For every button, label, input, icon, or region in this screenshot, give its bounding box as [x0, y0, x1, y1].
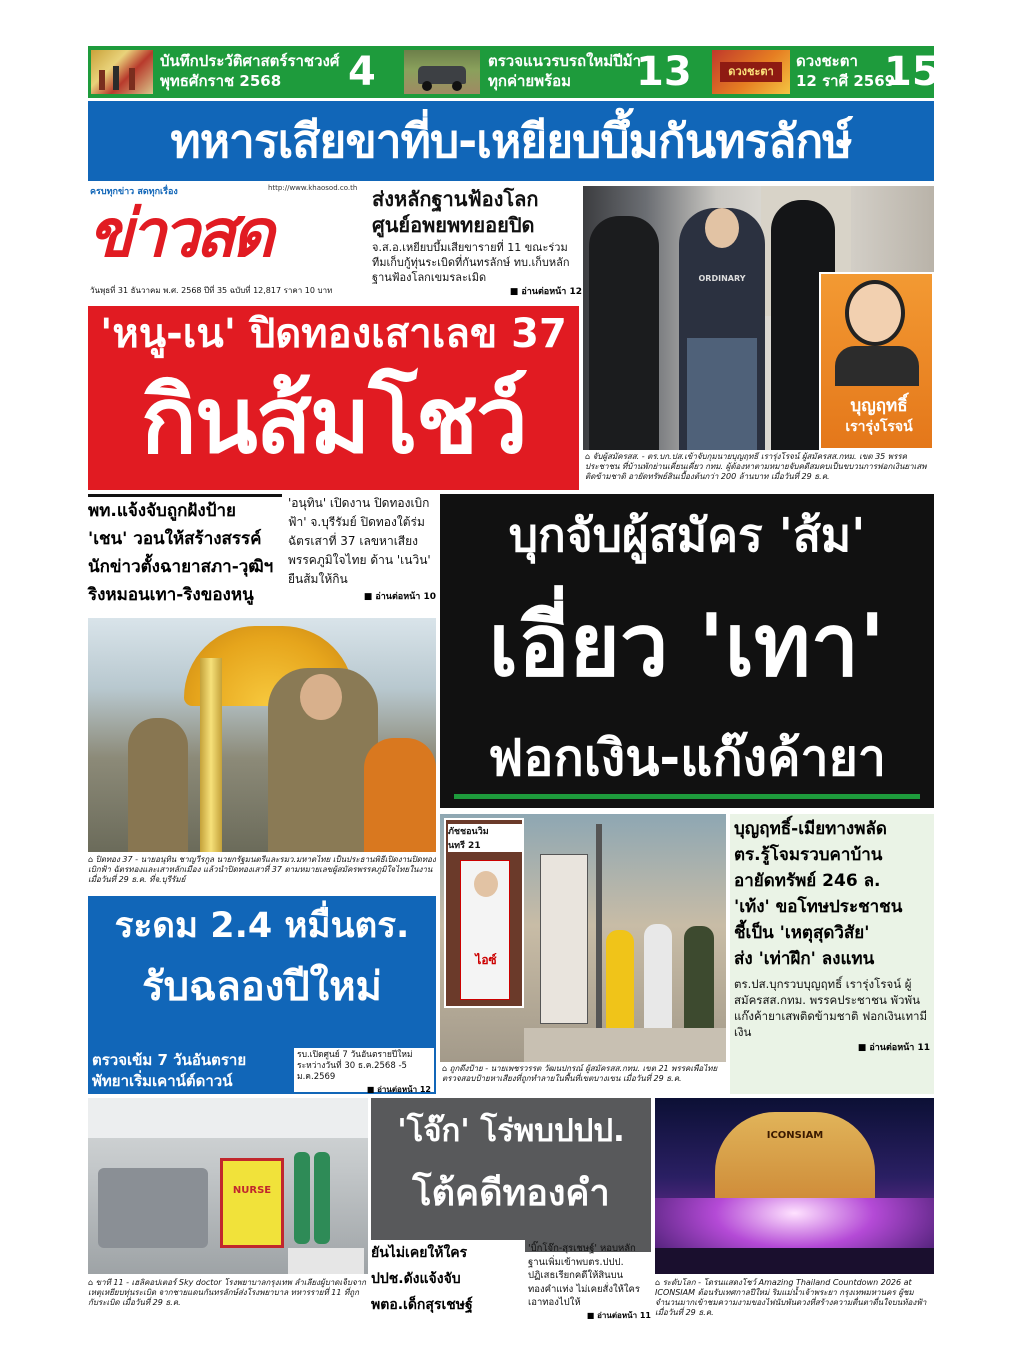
- blue-side-text: รบ.เปิดศูนย์ 7 วันอันตรายปีใหม่ ระหว่างวันที่ 30 ธ.ค.2568 -5 ม.ค.2569: [297, 1050, 413, 1082]
- masthead: [88, 184, 368, 304]
- story-boonyarit-line: ชี้เป็น 'เหตุสุดวิสัย': [734, 923, 870, 943]
- story-anutin[interactable]: [288, 494, 436, 614]
- masthead-tagline: ครบทุกข่าว สดทุกเรื่อง: [90, 187, 178, 197]
- official-main: [268, 668, 378, 852]
- official-left: [128, 718, 188, 852]
- golden-pillar: [200, 658, 222, 852]
- story-boonyarit-line: ส่ง 'เท่าฝึก' ลงแทน: [734, 949, 875, 969]
- caption-icon: ⌂: [585, 452, 593, 461]
- stretcher: [98, 1168, 208, 1248]
- banner-headline-box[interactable]: [88, 101, 934, 181]
- masthead-dateline: วันพุธที่ 31 ธันวาคม พ.ศ. 2568 ปีที่ 35 ฉบับที่ 12,817 ราคา 10 บาท: [90, 286, 333, 295]
- readmore-icon: ■: [586, 1310, 598, 1320]
- story-boonyarit-line: บุญฤทธิ์-เมียทางพลัด: [734, 819, 887, 839]
- readmore-icon: ■: [363, 592, 376, 602]
- red-headline-line2: กินส้มโชว์: [141, 367, 526, 474]
- caption-icon: ⌂: [88, 855, 96, 864]
- nurse-vest: [220, 1158, 284, 1248]
- blue-readmore[interactable]: อ่านต่อหน้า 12: [377, 1085, 431, 1094]
- black-headline-line1: บุกจับผู้สมัคร 'ส้ม': [508, 508, 866, 562]
- vest-text: NURSE: [232, 1185, 272, 1196]
- photo-countdown[interactable]: [655, 1098, 934, 1274]
- story-joke-readmore[interactable]: อ่านต่อหน้า 11: [597, 1310, 651, 1320]
- story-police-line: 'เชน' วอนให้สร้างสรรค์: [88, 529, 262, 549]
- story-joke-line4: ปปช.ดังแจ้งจับ: [371, 1271, 461, 1287]
- photo-arrest[interactable]: [583, 186, 934, 450]
- inset-poster-name: ไอซ์: [475, 953, 497, 967]
- story-evidence[interactable]: [372, 186, 582, 304]
- masthead-website[interactable]: http://www.khaosod.co.th: [268, 184, 358, 192]
- blue-headline-line1: ระดม 2.4 หมื่นตร.: [114, 906, 410, 946]
- story-joke-line1: 'โจ๊ก' โร่พบปปป.: [397, 1113, 625, 1149]
- teaser-1-page[interactable]: 4: [348, 49, 376, 95]
- mall-sign: ICONSIAM: [766, 1130, 824, 1141]
- story-joke-body: 'บิ๊กโจ๊ก-สุรเชษฐ์' หอบหลักฐานเพิ่มเข้าพบตร.ปปป. ปฏิเสธเรียกคดีให้สินบนทองคำแท่ง ไม่เคยสั่งให้ใครเอาทองไปให้: [528, 1243, 640, 1308]
- teaser-thumb-text: ดวงชะตา: [720, 62, 782, 82]
- story-evidence-body: จ.ส.อ.เหยียบบึ้มเสียขารายที่ 11 ขณะร่วมทีมเก็บกู้ทุ่นระเบิดที่กันทรลักษ์ ทบ.เก็บหลักฐานฟ้องโลกเขมรละเมิด: [372, 241, 570, 284]
- story-boonyarit-line: ตร.รู้โจมรวบคาบ้าน: [734, 845, 883, 865]
- story-joke-subhead: [371, 1240, 525, 1318]
- story-anutin-body: 'อนุทิน' เปิดงาน ปิดทองเบิกฟ้า' จ.บุรีรัมย์ ปิดทองใต้ร่มฉัตรเสาที่ 37 เลขหาเสียงพรรคภูมิใจไทย ด้าน 'เนวิน' ยืนส้มให้กิน: [288, 496, 431, 586]
- story-joke-line5: พตอ.เด็กสุรเชษฐ์: [371, 1297, 473, 1313]
- story-police[interactable]: [88, 494, 282, 614]
- teaser-3-line2: 12 ราศี 2569: [796, 72, 896, 90]
- story-joke-line3: ยันไม่เคยให้ใคร: [371, 1245, 468, 1261]
- teaser-3-line1: ดวงชะตา: [796, 52, 858, 70]
- teaser-2-line1: ตรวจแนวรบรถใหม่ปีม้า: [488, 52, 642, 70]
- black-headline-box[interactable]: [440, 494, 934, 808]
- story-police-line: นักข่าวตั้งฉายาสภา-วุฒิฯ: [88, 557, 274, 577]
- teaser-thumb-ceremony[interactable]: [91, 50, 153, 94]
- red-headline-line1: 'หนู-เน' ปิดทองเสาเลข 37: [100, 311, 567, 357]
- banner-headline: ทหารเสียขาที่บ-เหยียบบึ้มกันทรลักษ์: [170, 114, 852, 168]
- caption-icon: ⌂: [442, 1064, 450, 1073]
- monks: [364, 738, 436, 852]
- blue-headline-line2: รับฉลองปีใหม่: [142, 964, 382, 1010]
- readmore-icon: ■: [366, 1085, 378, 1094]
- story-boonyarit-readmore[interactable]: อ่านต่อหน้า 11: [869, 1043, 930, 1053]
- photo-ambulance-caption: ⌂ ขาที่ 11 - เฮลิคอปเตอร์ Sky doctor โรงพยาบาลกรุงเทพ ลำเลียงผู้บาดเจ็บจากเหตุเหยียบทุ่นระเบิด จากชายแดนกันทรลักษ์ส่งโรงพยาบาล ทหารรายที่ 11 ที่ถูกกับระเบิด เมื่อวันที่ 29 ธ.ค.: [88, 1278, 367, 1307]
- officer-left: [589, 216, 659, 450]
- photo-arrest-caption: ⌂ จับผู้สมัครสส. - ตร.บก.ปส.เข้าจับกุมนายบุญฤทธิ์ เรารุ่งโรจน์ ผู้สมัครสส.กทม. เขต 35 พรรคประชาชน ที่บ้านพักย่านเคี่ยนเคี่ยว กทม. ผู้ต้องหาตามหมายจับคดีสมคบเป็นขบวนการฟอกเงินยาเสพติดข้ามชาติ อายัดทรัพย์สินเบื้องต้นกว่า 200 ล้านบาท เมื่อวันที่ 29 ธ.ค.: [585, 452, 927, 481]
- blue-headline-line3: ตรวจเข้ม 7 วันอันตราย: [92, 1051, 247, 1069]
- oxygen-tanks: [294, 1152, 310, 1244]
- photo-temple-caption: ⌂ ปิดทอง 37 - นายอนุทิน ชาญวีรกูล นายกรัฐมนตรีและรมว.มหาดไทย เป็นประธานพิธีเปิดงานปิดทองเบิกฟ้า ฉัตรทองและเสาหลักเมือง แล้วนำปิดทองเสาที่ 37 ตามหมายเลขผู้สมัครพรรคภูมิใจไทยในงาน เมื่อวันที่ 29 ธ.ค. ที่จ.บุรีรัมย์: [88, 855, 436, 884]
- shirt-text: ORDINARY: [698, 274, 746, 283]
- story-joke-body-box: [528, 1242, 651, 1318]
- teaser-thumb-car[interactable]: [404, 50, 480, 94]
- teaser-strip: [88, 46, 940, 98]
- caption-icon: ⌂: [88, 1278, 96, 1287]
- story-police-line: ริงหมอนเทา-ริงของหนู: [88, 585, 254, 605]
- green-underline: [454, 794, 920, 799]
- story-evidence-readmore[interactable]: อ่านต่อหน้า 12: [521, 287, 582, 297]
- photo-temple[interactable]: [88, 618, 436, 852]
- story-joke-line2: โต้คดีทองคำ: [412, 1173, 610, 1214]
- teaser-3-page[interactable]: 15: [884, 49, 940, 95]
- blue-side-box: [294, 1048, 434, 1092]
- masthead-logo[interactable]: ข่าวสด: [88, 195, 271, 272]
- story-boonyarit-line: อายัดทรัพย์ 246 ล.: [734, 871, 881, 891]
- suspect: [679, 208, 765, 450]
- teaser-2-line2: ทุกค่ายพร้อม: [488, 72, 572, 90]
- readmore-icon: ■: [509, 287, 522, 297]
- blue-headline-line4: พัทยาเริ่มเคาน์ต์ดาวน์: [92, 1072, 233, 1090]
- caption-icon: ⌂: [655, 1278, 663, 1287]
- story-boonyarit-line: 'เท้ง' ขอโทษประชาชน: [734, 897, 903, 917]
- photo-poster[interactable]: [440, 814, 726, 1062]
- story-evidence-headline1: ส่งหลักฐานฟ้องโลก: [372, 187, 539, 211]
- photo-countdown-caption: ⌂ ระดับโลก - โดรนแสดงโชว์ Amazing Thailand Countdown 2026 at ICONSIAM ต้อนรับเทศกาลปีใหม่ ริมแม่น้ำเจ้าพระยา กรุงเทพมหานคร ผู้ชมจำนวนมากเข้าชมความงามของไฟนับพันดวงที่สร้างความตื่นตาตื่นใจบนท้องฟ้า เมื่อวันที่ 29 ธ.ค.: [655, 1278, 927, 1317]
- black-headline-line3: ฟอกเงิน-แก๊งค้ายา: [488, 729, 886, 787]
- photo-ambulance[interactable]: [88, 1098, 368, 1274]
- inset-sign1: ภัชชอนวิม: [448, 824, 524, 838]
- story-police-line: พท.แจ้งจับถูกฝังป้าย: [88, 501, 236, 521]
- poster-name1: บุญฤทธิ์: [850, 396, 908, 416]
- teaser-1-line1: บันทึกประวัติศาสตร์ราชวงศ์: [160, 52, 340, 70]
- red-headline-box[interactable]: [88, 306, 579, 490]
- blue-subhead: [92, 1050, 292, 1092]
- person-yellow: [606, 930, 634, 1030]
- readmore-icon: ■: [857, 1043, 870, 1053]
- story-boonyarit-body: ตร.ปส.บุกรวบบุญฤทธิ์ เรารุ่งโรจน์ ผู้สมัครสส.กทม. พรรคประชาชน พัวพันแก๊งค้ายาเสพติดข้ามชาติ ฟอกเงินเทามีเงิน: [734, 977, 928, 1039]
- story-boonyarit[interactable]: [730, 814, 934, 1094]
- story-evidence-headline2: ศูนย์อพยพทยอยปิด: [372, 213, 535, 237]
- inset-sign2: นทรี 21: [448, 838, 524, 852]
- story-joke-box[interactable]: [371, 1098, 651, 1252]
- black-headline-line2: เอี่ยว 'เทา': [488, 596, 886, 696]
- person-police: [684, 926, 714, 1030]
- campaign-poster: [819, 272, 934, 450]
- teaser-2-page[interactable]: 13: [636, 49, 692, 95]
- photo-poster-inset: [444, 818, 524, 1008]
- person-white: [644, 924, 672, 1028]
- teaser-1-line2: พุทธศักราช 2568: [160, 72, 282, 90]
- photo-poster-caption: ⌂ ถูกดึงป้าย - นายเพชรวรรต วัฒนปกรณ์ ผู้สมัครสส.กทม. เขต 21 พรรคเพื่อไทย ตรวจสอบป้ายหาเสียงที่ถูกทำลายในพื้นที่เขตบางเขน เมื่อวันที่ 29 ธ.ค.: [442, 1064, 718, 1083]
- poster-name2: เรารุ่งโรจน์: [845, 419, 913, 435]
- teaser-thumb-horoscope[interactable]: [712, 50, 790, 94]
- story-anutin-readmore[interactable]: อ่านต่อหน้า 10: [375, 592, 436, 602]
